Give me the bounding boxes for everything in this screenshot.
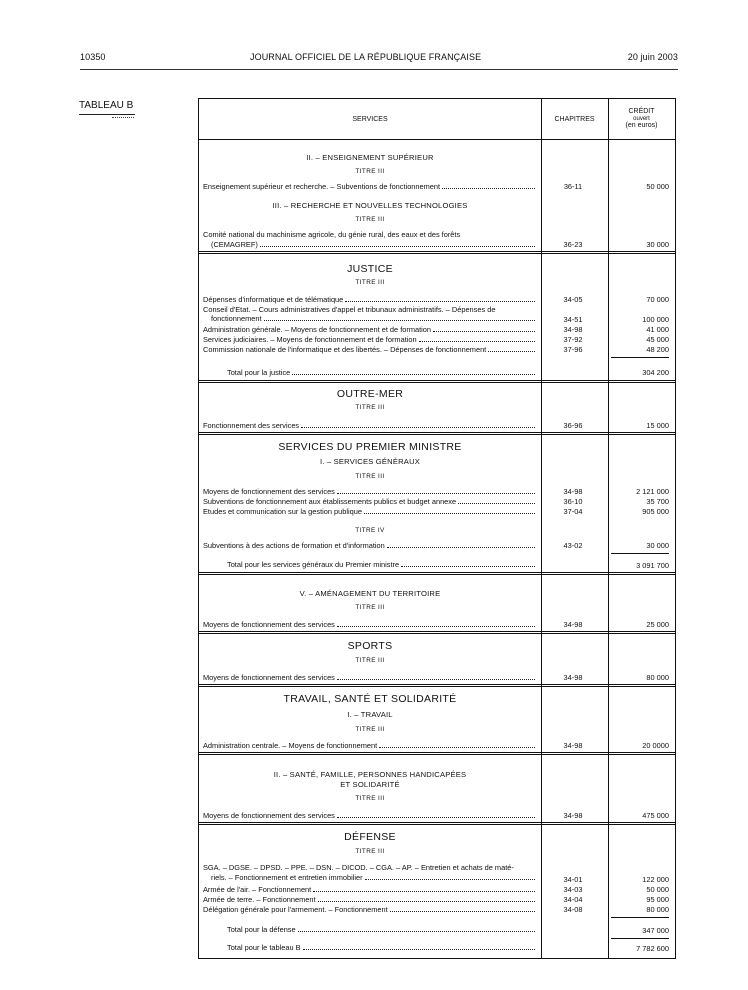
table-row-amount: 475 000: [642, 811, 669, 820]
section-heading-line1: II. – SANTÉ, FAMILLE, PERSONNES HANDICAPÉES: [273, 770, 467, 779]
titre-label: TITRE III: [355, 604, 385, 611]
ministry-heading: SERVICES DU PREMIER MINISTRE: [278, 441, 462, 453]
table-row-label-line1: Conseil d'Etat. – Cours administratives d'appel et tribunaux administratifs. – Dépenses de: [203, 305, 496, 314]
table-row-chapter: 37-04: [563, 507, 583, 516]
titre-label: TITRE III: [355, 473, 385, 480]
total-amount: 3 091 700: [636, 561, 669, 570]
section-separator: [199, 380, 675, 383]
total-label: Total pour les services généraux du Premier ministre: [227, 560, 537, 569]
table-row-amount: 80 000: [646, 673, 669, 682]
table-row-chapter: 34-98: [563, 325, 583, 334]
table-row-label: Dépenses d'informatique et de télématique: [203, 295, 537, 304]
table-row-label-line1: SGA. – DGSE. – DPSD. – PPE. – DSN. – DICOD. – CGA. – AP. – Entretien et achats de maté-: [203, 863, 514, 872]
table-row-chapter: 34-03: [563, 885, 583, 894]
table-row-label: Armée de l'air. – Fonctionnement: [203, 885, 537, 894]
table-row-label: Subventions à des actions de formation et d'information: [203, 541, 537, 550]
table-row-amount: 35 700: [646, 497, 669, 506]
titre-label: TITRE III: [355, 726, 385, 733]
table-row-label: Délégation générale pour l'armement. – Fonctionnement: [203, 905, 537, 914]
ministry-heading: JUSTICE: [347, 263, 393, 275]
table-row-label: Subventions de fonctionnement aux établissements publics et budget annexe: [203, 497, 537, 506]
table-row-label: Moyens de fonctionnement des services: [203, 811, 537, 820]
table-row-label: Armée de terre. – Fonctionnement: [203, 895, 537, 904]
budget-table: [198, 98, 676, 959]
credit-line-3: (en euros): [625, 122, 658, 129]
table-label-dotted-rule: [112, 117, 134, 118]
titre-label: TITRE III: [355, 279, 385, 286]
table-row-amount: 41 000: [646, 325, 669, 334]
table-row-label: riels. – Fonctionnement et entretien immobilier: [211, 873, 537, 882]
titre-label: TITRE III: [355, 404, 385, 411]
section-separator: [199, 631, 675, 634]
table-row-amount: 50 000: [646, 182, 669, 191]
journal-title: JOURNAL OFFICIEL DE LA RÉPUBLIQUE FRANÇAISE: [250, 52, 482, 62]
titre-label: TITRE IV: [355, 527, 385, 534]
subtotal-rule: [611, 357, 669, 358]
total-label: Total pour la justice: [227, 368, 537, 377]
section-separator: [199, 752, 675, 755]
total-amount: 304 200: [642, 368, 669, 377]
table-row-amount: 48 200: [646, 345, 669, 354]
table-row-label: Moyens de fonctionnement des services: [203, 487, 537, 496]
table-header: [199, 99, 675, 140]
table-row-chapter: 36-23: [563, 240, 583, 249]
table-row-label: Services judiciaires. – Moyens de fonctionnement et de formation: [203, 335, 537, 344]
table-row-chapter: 34-51: [563, 315, 583, 324]
table-row-amount: 905 000: [642, 507, 669, 516]
table-row-label: Commission nationale de l'informatique et des libertés. – Dépenses de fonctionnement: [203, 345, 537, 354]
section-heading: II. – ENSEIGNEMENT SUPÉRIEUR: [306, 153, 434, 162]
table-row-label: Administration générale. – Moyens de fonctionnement et de formation: [203, 325, 537, 334]
section-heading: I. – TRAVAIL: [347, 710, 393, 719]
table-row-chapter: 34-98: [563, 741, 583, 750]
table-row-chapter: 34-98: [563, 811, 583, 820]
table-row-label: Moyens de fonctionnement des services: [203, 620, 537, 629]
table-row-chapter: 36-10: [563, 497, 583, 506]
col-header-credit: [608, 108, 675, 130]
table-row-label: Administration centrale. – Moyens de fonctionnement: [203, 741, 537, 750]
table-row-amount: 30 000: [646, 240, 669, 249]
column-divider-credit: [608, 99, 609, 958]
table-row-chapter: 36-96: [563, 421, 583, 430]
section-heading-line2: ET SOLIDARITÉ: [340, 780, 400, 789]
titre-label: TITRE III: [355, 848, 385, 855]
table-row-amount: 80 000: [646, 905, 669, 914]
section-heading: V. – AMÉNAGEMENT DU TERRITOIRE: [299, 589, 441, 598]
section-separator: [199, 684, 675, 687]
titre-label: TITRE III: [355, 168, 385, 175]
section-separator: [199, 432, 675, 435]
table-label: TABLEAU B: [79, 100, 134, 111]
ministry-heading: DÉFENSE: [344, 831, 396, 843]
table-row-chapter: 34-98: [563, 673, 583, 682]
titre-label: TITRE III: [355, 795, 385, 802]
column-divider-chapitres: [541, 99, 542, 958]
table-row-amount: 25 000: [646, 620, 669, 629]
total-label: Total pour la défense: [227, 925, 537, 934]
table-row-label: fonctionnement: [211, 314, 537, 323]
section-separator: [199, 251, 675, 254]
table-row-amount: 70 000: [646, 295, 669, 304]
ministry-heading: TRAVAIL, SANTÉ ET SOLIDARITÉ: [283, 693, 457, 705]
table-row-chapter: 34-08: [563, 905, 583, 914]
table-row-amount: 100 000: [642, 315, 669, 324]
table-row-label: Moyens de fonctionnement des services: [203, 673, 537, 682]
grand-total-amount: 7 782 600: [636, 944, 669, 953]
table-row-label: Etudes et communication sur la gestion publique: [203, 507, 537, 516]
subtotal-rule: [611, 917, 669, 918]
table-label-underline: [79, 114, 135, 115]
table-row-amount: 20 0000: [642, 741, 669, 750]
table-row-amount: 122 000: [642, 875, 669, 884]
table-row-chapter: 36-11: [563, 182, 583, 191]
ministry-heading: SPORTS: [347, 640, 393, 652]
table-row-label-line1: Comité national du machinisme agricole, du génie rural, des eaux et des forêts: [203, 230, 461, 239]
table-row-chapter: 34-01: [563, 875, 583, 884]
table-row-chapter: 37-92: [563, 335, 583, 344]
table-row-amount: 30 000: [646, 541, 669, 550]
table-row-chapter: 34-98: [563, 487, 583, 496]
table-row-amount: 45 000: [646, 335, 669, 344]
header-rule: [80, 69, 678, 70]
table-row-chapter: 34-05: [563, 295, 583, 304]
titre-label: TITRE III: [355, 216, 385, 223]
page-number: 10350: [80, 52, 106, 62]
table-row-chapter: 34-04: [563, 895, 583, 904]
table-row-amount: 2 121 000: [636, 487, 669, 496]
credit-line-2: ouvert: [633, 116, 650, 122]
table-row-amount: 50 000: [646, 885, 669, 894]
section-heading: III. – RECHERCHE ET NOUVELLES TECHNOLOGIES: [272, 201, 468, 210]
table-row-label: Enseignement supérieur et recherche. – Subventions de fonctionnement: [203, 182, 537, 191]
total-amount: 347 000: [642, 926, 669, 935]
credit-line-1: CRÉDIT: [628, 108, 655, 115]
publication-date: 20 juin 2003: [627, 52, 678, 62]
section-separator: [199, 572, 675, 575]
subtotal-rule: [611, 938, 669, 939]
table-row-chapter: 43-02: [563, 541, 583, 550]
titre-label: TITRE III: [355, 657, 385, 664]
table-row-amount: 15 000: [646, 421, 669, 430]
table-row-chapter: 37-96: [563, 345, 583, 354]
col-header-chapitres: CHAPITRES: [554, 116, 595, 123]
col-header-services: SERVICES: [352, 116, 388, 123]
table-row-label: (CEMAGREF): [211, 240, 537, 249]
section-separator: [199, 822, 675, 825]
table-row-chapter: 34-98: [563, 620, 583, 629]
section-heading: I. – SERVICES GÉNÉRAUX: [319, 457, 421, 466]
table-row-amount: 95 000: [646, 895, 669, 904]
subtotal-rule: [611, 553, 669, 554]
ministry-heading: OUTRE-MER: [336, 388, 404, 400]
grand-total-label: Total pour le tableau B: [227, 943, 537, 952]
table-row-label: Fonctionnement des services: [203, 421, 537, 430]
